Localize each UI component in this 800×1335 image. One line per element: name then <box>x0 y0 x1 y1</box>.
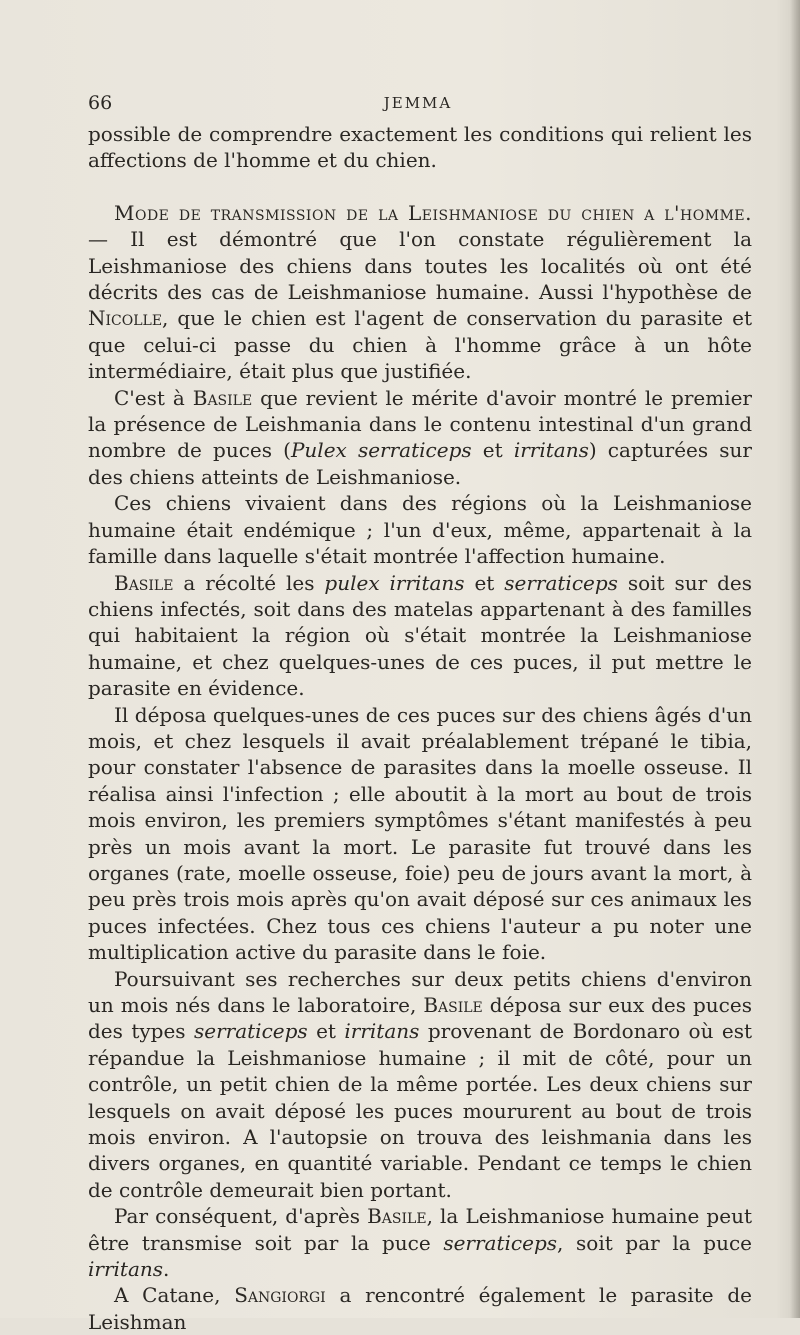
author-name: Basile <box>114 570 174 595</box>
author-name: Basile <box>423 993 483 1017</box>
paragraph: A Catane, Sangiorgi a rencontré également le parasite de Leishman <box>88 1283 753 1334</box>
paragraph: Il déposa quelques-unes de ces puces sur des chiens âgés d'un mois, et chez lesquels il avait préalablement trépané le tibia, pour constater l'absence de parasites dans la moelle osseuse. Il réalisa ainsi l'infection ; elle aboutit à la mort au bout de trois mois environ, les premiers symptômes s'étant manifestés à peu près un mois avant la mort. Le parasite fut trouvé dans les organes (rate, moelle osseuse, foie) peu de jours avant la mort, à peu près trois mois après qu'on avait déposé sur ces animaux les puces infectées. Chez tous ces chiens l'auteur a pu noter une multiplication active du parasite dans le foie. <box>88 702 752 965</box>
page-header <box>88 92 748 118</box>
paragraph: Par conséquent, d'après Basile, la Leishmaniose humaine peut être transmise soit par la puce serraticeps, soit par la puce irritans. <box>88 1204 753 1282</box>
page-number: 66 <box>88 92 113 114</box>
section-paragraph: Mode de transmission de la Leishmaniose du chien a l'homme. — Il est démontré que l'on constate régulièrement la Leishmaniose des chiens dans toutes les localités où ont été décrits des cas de Leishmaniose humaine. Aussi l'hypothèse de Nicolle, que le chien est l'agent de conservation du parasite et que celui-ci passe du chien à l'homme grâce à un hôte intermédiaire, était plus que justifiée. <box>88 200 752 384</box>
paragraph: C'est à Basile que revient le mérite d'avoir montré le premier la présence de Leishmania dans le contenu intestinal d'un grand nombre de puces (Pulex serraticeps et irritans) capturées sur des chiens atteints de Leishmaniose. <box>88 385 752 489</box>
paragraph: Ces chiens vivaient dans des régions où la Leishmaniose humaine était endémique ; l'un d'eux, même, appartenait à la famille dans laquelle s'était montrée l'affection humaine. <box>88 491 752 569</box>
author-name: Basile <box>192 385 253 410</box>
author-name: Basile <box>367 1204 427 1229</box>
page-edge-shadow <box>790 0 800 1318</box>
author-name: Nicolle <box>88 306 163 331</box>
paragraph: Poursuivant ses recherches sur deux petits chiens d'environ un mois nés dans le laboratoire, Basile déposa sur eux des puces des types serraticeps et irritans provenant de Bordonaro où est répandue la Leishmaniose humaine ; il mit de côté, pour un contrôle, un petit chien de la même portée. Les deux chiens sur lesquels on avait déposé les puces moururent au bout de trois mois environ. A l'autopsie on trouva des leishmania dans les divers organes, en quantité variable. Pendant ce temps le chien de contrôle demeurait bien portant. <box>88 966 753 1202</box>
running-head: JEMMA <box>383 94 453 112</box>
paragraph: possible de comprendre exactement les conditions qui relient les affections de l'homme et du chien. <box>88 122 752 173</box>
author-name: Sangiorgi <box>234 1283 326 1308</box>
section-heading: Mode de transmission de la Leishmaniose du chien a l'homme. <box>114 200 752 225</box>
paragraph: Basile a récolté les pulex irritans et serraticeps soit sur des chiens infectés, soit dans des matelas appartenant à des familles qui habitaient la région où s'était montrée la Leishmaniose humaine, et chez quelques-unes de ces puces, il put mettre le parasite en évidence. <box>88 570 753 701</box>
body-text <box>88 121 752 1335</box>
